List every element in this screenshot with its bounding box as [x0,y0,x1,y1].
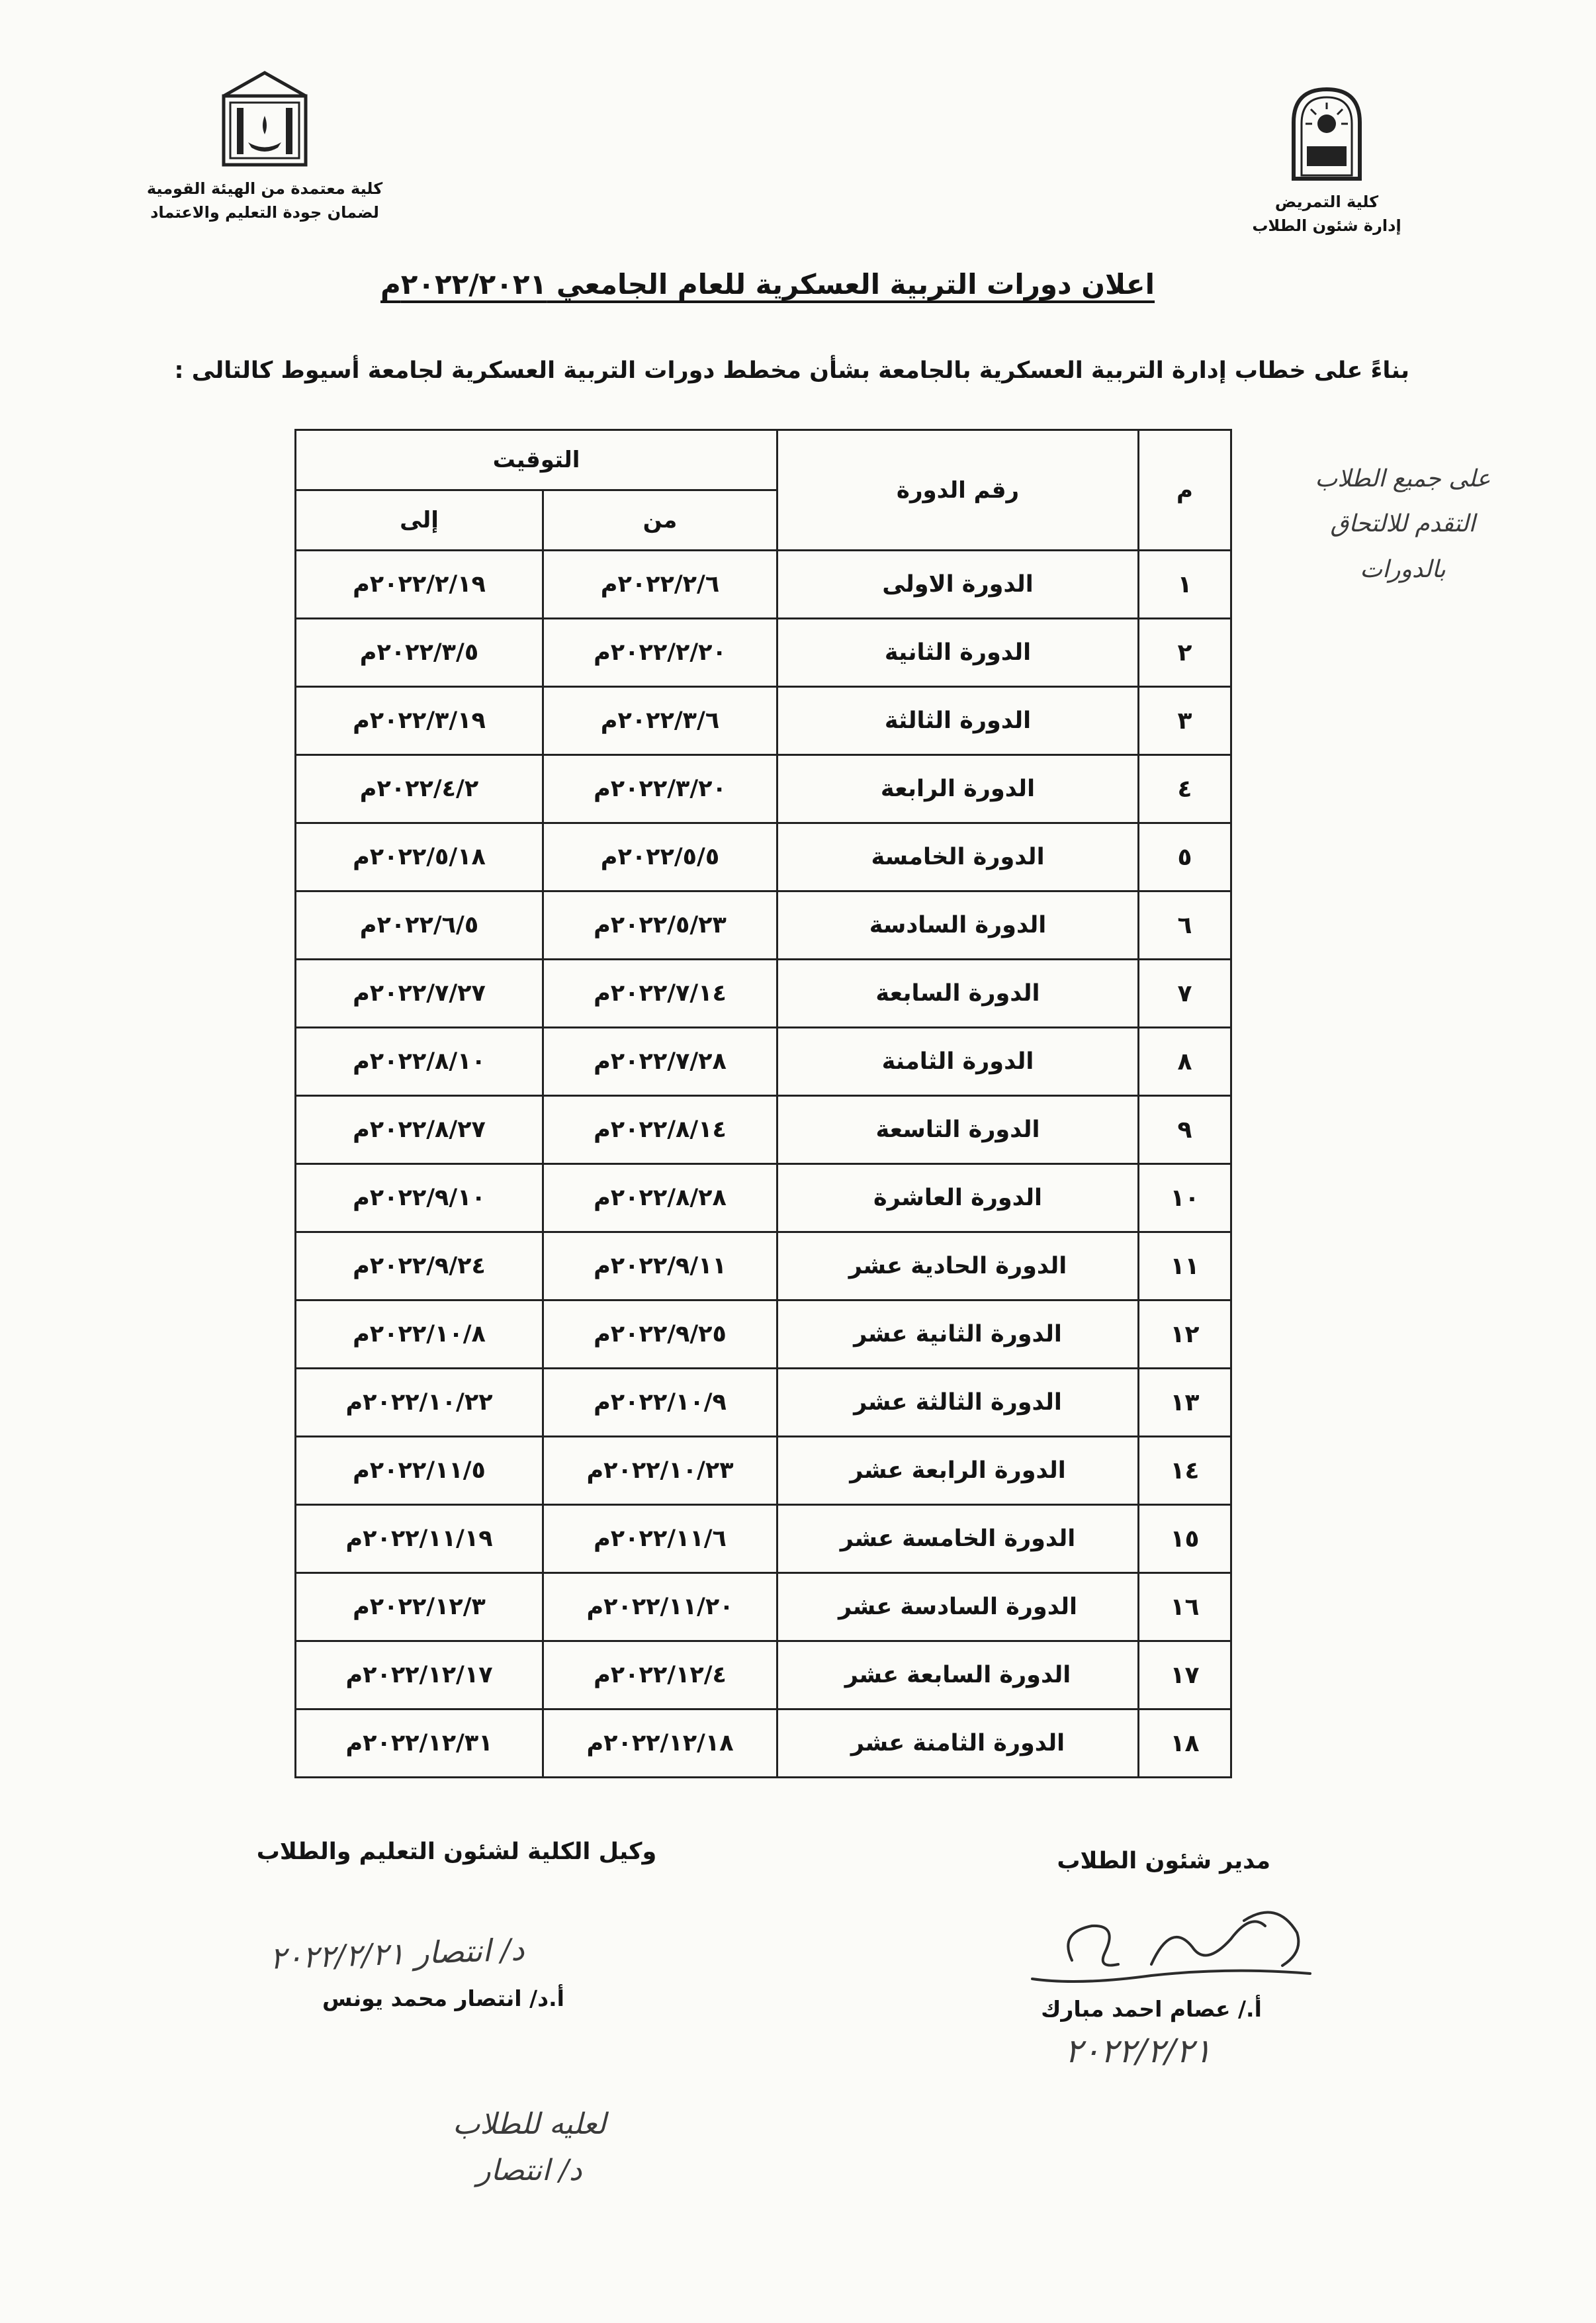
table-row [296,891,1231,960]
students-affairs-director-title: مدير شئون الطلاب [1057,1848,1270,1874]
cell-course-name: الدورة الرابعة [777,755,1139,823]
cell-course-name: الدورة الرابعة عشر [777,1437,1139,1505]
cell-from: ٢٠٢٢/٨/١٤م [543,1096,777,1164]
cell-from: ٢٠٢٢/٢/٢٠م [543,619,777,687]
cell-num: ١٠ [1139,1164,1231,1232]
cell-course-name: الدورة الثالثة عشر [777,1369,1139,1437]
table-row [296,1505,1231,1573]
table-row [296,687,1231,755]
table-row [296,1437,1231,1505]
cell-to: ٢٠٢٢/١٠/٨م [296,1300,543,1369]
cell-course-name: الدورة الحادية عشر [777,1232,1139,1300]
margin-note-line-3: بالدورات [1360,555,1446,583]
table-row [296,960,1231,1028]
cell-course-name: الدورة السابعة [777,960,1139,1028]
cell-course-name: الدورة الثامنة عشر [777,1709,1139,1778]
courses-table [294,429,1232,1778]
cell-from: ٢٠٢٢/٩/١١م [543,1232,777,1300]
cell-from: ٢٠٢٢/٥/٥م [543,823,777,891]
margin-note-line-2: التقدم للالتحاق [1330,510,1476,538]
cell-from: ٢٠٢٢/٧/١٤م [543,960,777,1028]
accreditation-logo-icon [218,69,311,169]
cell-num: ١٦ [1139,1573,1231,1641]
cell-from: ٢٠٢٢/٧/٢٨م [543,1028,777,1096]
cell-num: ٦ [1139,891,1231,960]
vice-dean-handwritten-note: د/ انتصار ٢٠٢٢/٢/٢١ [269,1931,525,1976]
header-from [543,490,777,551]
cell-course-name: الدورة التاسعة [777,1096,1139,1164]
cell-to: ٢٠٢٢/٣/١٩م [296,687,543,755]
header-timing: التوقيت [296,430,777,490]
table-row [296,1300,1231,1369]
cell-to: ٢٠٢٢/٨/٢٧م [296,1096,543,1164]
cell-to: ٢٠٢٢/٣/٥م [296,619,543,687]
table-row [296,1641,1231,1709]
vice-dean-title: وكيل الكلية لشئون التعليم والطلاب [256,1839,657,1865]
cell-num: ١ [1139,551,1231,619]
header-to-label: إلى [400,507,439,533]
cell-to: ٢٠٢٢/١٠/٢٢م [296,1369,543,1437]
cell-num: ١٥ [1139,1505,1231,1573]
faculty-name: كلية التمريض [1274,193,1379,211]
cell-to: ٢٠٢٢/٨/١٠م [296,1028,543,1096]
cell-from: ٢٠٢٢/١٠/٩م [543,1369,777,1437]
margin-note-line-1: على جميع الطلاب [1315,465,1491,492]
header-from-label: من [643,507,678,533]
table-row [296,755,1231,823]
cell-course-name: الدورة السادسة عشر [777,1573,1139,1641]
faculty-logo-icon [1287,83,1366,182]
bottom-handwritten-note [371,2101,688,2195]
cell-course-name: الدورة السابعة عشر [777,1641,1139,1709]
cell-num: ٣ [1139,687,1231,755]
director-signature-icon [1019,1886,1323,1999]
accreditation-block [146,69,384,224]
director-name: أ./ عصام احمد مبارك [1041,1996,1262,2022]
table-row [296,619,1231,687]
table-row [296,1709,1231,1778]
table-row [296,1232,1231,1300]
director-handwritten-date: ٢٠٢٢/٢/٢١ [1065,2032,1212,2070]
page-title [371,268,1165,300]
table-row [296,1573,1231,1641]
cell-course-name: الدورة الثانية عشر [777,1300,1139,1369]
cell-to: ٢٠٢٢/٤/٢م [296,755,543,823]
cell-to: ٢٠٢٢/٢/١٩م [296,551,543,619]
cell-num: ٩ [1139,1096,1231,1164]
cell-num: ١٧ [1139,1641,1231,1709]
cell-course-name: الدورة الثالثة [777,687,1139,755]
accreditation-line-2: لضمان جودة التعليم والاعتماد [150,203,379,222]
cell-from: ٢٠٢٢/١١/٦م [543,1505,777,1573]
faculty-block [1241,83,1413,238]
cell-num: ٨ [1139,1028,1231,1096]
cell-course-name: الدورة الثامنة [777,1028,1139,1096]
cell-course-name: الدورة الخامسة [777,823,1139,891]
cell-to: ٢٠٢٢/١٢/٣١م [296,1709,543,1778]
cell-to: ٢٠٢٢/١١/٥م [296,1437,543,1505]
cell-to: ٢٠٢٢/١٢/١٧م [296,1641,543,1709]
cell-num: ٥ [1139,823,1231,891]
cell-to: ٢٠٢٢/٩/١٠م [296,1164,543,1232]
table-row [296,1369,1231,1437]
cell-num: ٢ [1139,619,1231,687]
vice-dean-name: أ.د/ انتصار محمد يونس [322,1985,564,2011]
cell-course-name: الدورة الاولى [777,551,1139,619]
cell-from: ٢٠٢٢/٣/٢٠م [543,755,777,823]
cell-num: ١١ [1139,1232,1231,1300]
cell-from: ٢٠٢٢/١٠/٢٣م [543,1437,777,1505]
cell-from: ٢٠٢٢/٣/٦م [543,687,777,755]
header-course-name: رقم الدورة [777,430,1139,551]
cell-from: ٢٠٢٢/١٢/١٨م [543,1709,777,1778]
table-row [296,1096,1231,1164]
cell-course-name: الدورة السادسة [777,891,1139,960]
cell-to: ٢٠٢٢/١١/١٩م [296,1505,543,1573]
cell-to: ٢٠٢٢/١٢/٣م [296,1573,543,1641]
cell-to: ٢٠٢٢/٩/٢٤م [296,1232,543,1300]
department-name: إدارة شئون الطلاب [1252,216,1401,235]
cell-num: ٤ [1139,755,1231,823]
cell-num: ١٢ [1139,1300,1231,1369]
cell-course-name: الدورة الثانية [777,619,1139,687]
table-row [296,1028,1231,1096]
accreditation-line-1: كلية معتمدة من الهيئة القومية [146,179,383,198]
cell-num: ١٨ [1139,1709,1231,1778]
intro-paragraph: بناءً على خطاب إدارة التربية العسكرية بالجامعة بشأن مخطط دورات التربية العسكرية لجامعة أسيوط كالتالى : [174,357,1409,384]
table-row [296,823,1231,891]
table-row [296,1164,1231,1232]
cell-from: ٢٠٢٢/١١/٢٠م [543,1573,777,1641]
cell-to: ٢٠٢٢/٧/٢٧م [296,960,543,1028]
cell-num: ٧ [1139,960,1231,1028]
header-to [296,490,543,551]
cell-num: ١٣ [1139,1369,1231,1437]
page-title-text: اعلان دورات التربية العسكرية للعام الجامعي ٢٠٢٢/٢٠٢١م [380,268,1155,300]
cell-to: ٢٠٢٢/٦/٥م [296,891,543,960]
cell-from: ٢٠٢٢/٢/٦م [543,551,777,619]
cell-course-name: الدورة الخامسة عشر [777,1505,1139,1573]
bottom-note-line-2: د/ انتصار [476,2154,582,2188]
cell-from: ٢٠٢٢/٩/٢٥م [543,1300,777,1369]
table-row [296,551,1231,619]
cell-to: ٢٠٢٢/٥/١٨م [296,823,543,891]
margin-note [1284,457,1522,592]
cell-from: ٢٠٢٢/٨/٢٨م [543,1164,777,1232]
header-num: م [1139,430,1231,551]
bottom-note-line-1: لعليه للطلاب [453,2107,606,2141]
cell-num: ١٤ [1139,1437,1231,1505]
cell-from: ٢٠٢٢/٥/٢٣م [543,891,777,960]
cell-course-name: الدورة العاشرة [777,1164,1139,1232]
cell-from: ٢٠٢٢/١٢/٤م [543,1641,777,1709]
